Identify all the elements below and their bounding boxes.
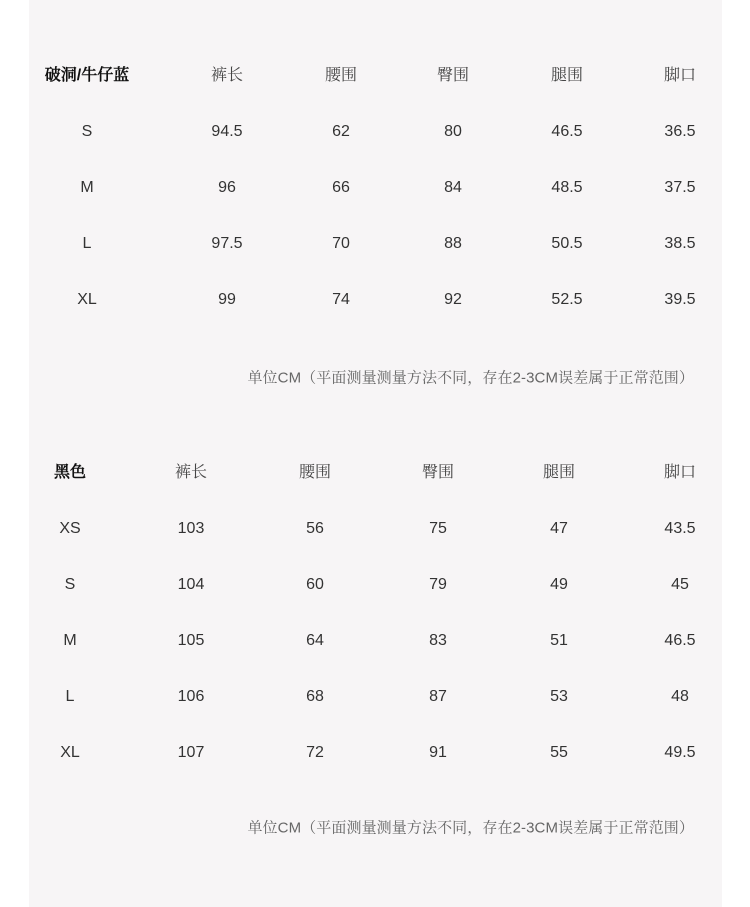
denim-value-cell: 39.5: [664, 291, 696, 308]
denim-value-cell: 88: [444, 235, 462, 252]
denim-value-cell: 66: [332, 179, 350, 196]
denim-value-cell: 94.5: [211, 123, 243, 140]
denim-value-cell: 52.5: [551, 291, 583, 308]
denim-value-cell: 48.5: [551, 179, 583, 196]
black-value-cell: 49.5: [664, 744, 696, 761]
denim-value-cell: 96: [218, 179, 236, 196]
denim-size-label: L: [82, 235, 92, 252]
denim-value-cell: 62: [332, 123, 350, 140]
denim-title: 破洞/牛仔蓝: [44, 67, 130, 84]
denim-value-cell: 46.5: [551, 123, 583, 140]
black-value-cell: 53: [550, 688, 568, 705]
black-value-cell: 43.5: [664, 520, 696, 537]
black-title: 黑色: [53, 464, 87, 481]
black-value-cell: 49: [550, 576, 568, 593]
black-value-cell: 79: [429, 576, 447, 593]
black-value-cell: 46.5: [664, 632, 696, 649]
denim-value-cell: 97.5: [211, 235, 243, 252]
denim-header-cell: 腿围: [550, 67, 584, 84]
black-value-cell: 68: [306, 688, 324, 705]
denim-value-cell: 99: [218, 291, 236, 308]
denim-header-cell: 脚口: [663, 67, 697, 84]
black-value-cell: 45: [671, 576, 689, 593]
black-value-cell: 55: [550, 744, 568, 761]
black-header-cell: 腰围: [298, 464, 332, 481]
black-value-cell: 83: [429, 632, 447, 649]
denim-value-cell: 74: [332, 291, 350, 308]
denim-size-label: XL: [77, 291, 97, 308]
black-header-cell: 腿围: [542, 464, 576, 481]
denim-value-cell: 37.5: [664, 179, 696, 196]
black-size-label: XS: [59, 520, 81, 537]
black-size-label: L: [65, 688, 75, 705]
black-value-cell: 75: [429, 520, 447, 537]
black-value-cell: 48: [671, 688, 689, 705]
denim-value-cell: 38.5: [664, 235, 696, 252]
black-value-cell: 87: [429, 688, 447, 705]
denim-size-label: S: [81, 123, 93, 140]
denim-value-cell: 84: [444, 179, 462, 196]
black-value-cell: 104: [177, 576, 205, 593]
black-value-cell: 106: [177, 688, 205, 705]
black-header-cell: 脚口: [663, 464, 697, 481]
black-value-cell: 51: [550, 632, 568, 649]
denim-header-cell: 裤长: [210, 67, 244, 84]
black-value-cell: 72: [306, 744, 324, 761]
table2-note: 单位CM（平面测量测量方法不同，存在2-3CM误差属于正常范围）: [247, 819, 694, 837]
size-chart-panel: [29, 0, 722, 907]
black-size-label: M: [63, 632, 77, 649]
table1-note: 单位CM（平面测量测量方法不同，存在2-3CM误差属于正常范围）: [247, 369, 694, 387]
black-value-cell: 56: [306, 520, 324, 537]
denim-header-cell: 腰围: [324, 67, 358, 84]
black-value-cell: 47: [550, 520, 568, 537]
black-value-cell: 107: [177, 744, 205, 761]
denim-size-label: M: [80, 179, 94, 196]
black-value-cell: 103: [177, 520, 205, 537]
denim-value-cell: 80: [444, 123, 462, 140]
black-value-cell: 105: [177, 632, 205, 649]
denim-value-cell: 70: [332, 235, 350, 252]
denim-value-cell: 36.5: [664, 123, 696, 140]
black-size-label: XL: [60, 744, 80, 761]
denim-value-cell: 50.5: [551, 235, 583, 252]
black-size-label: S: [64, 576, 76, 593]
black-value-cell: 64: [306, 632, 324, 649]
denim-value-cell: 92: [444, 291, 462, 308]
black-value-cell: 91: [429, 744, 447, 761]
denim-header-cell: 臀围: [436, 67, 470, 84]
black-header-cell: 裤长: [174, 464, 208, 481]
black-header-cell: 臀围: [421, 464, 455, 481]
black-value-cell: 60: [306, 576, 324, 593]
